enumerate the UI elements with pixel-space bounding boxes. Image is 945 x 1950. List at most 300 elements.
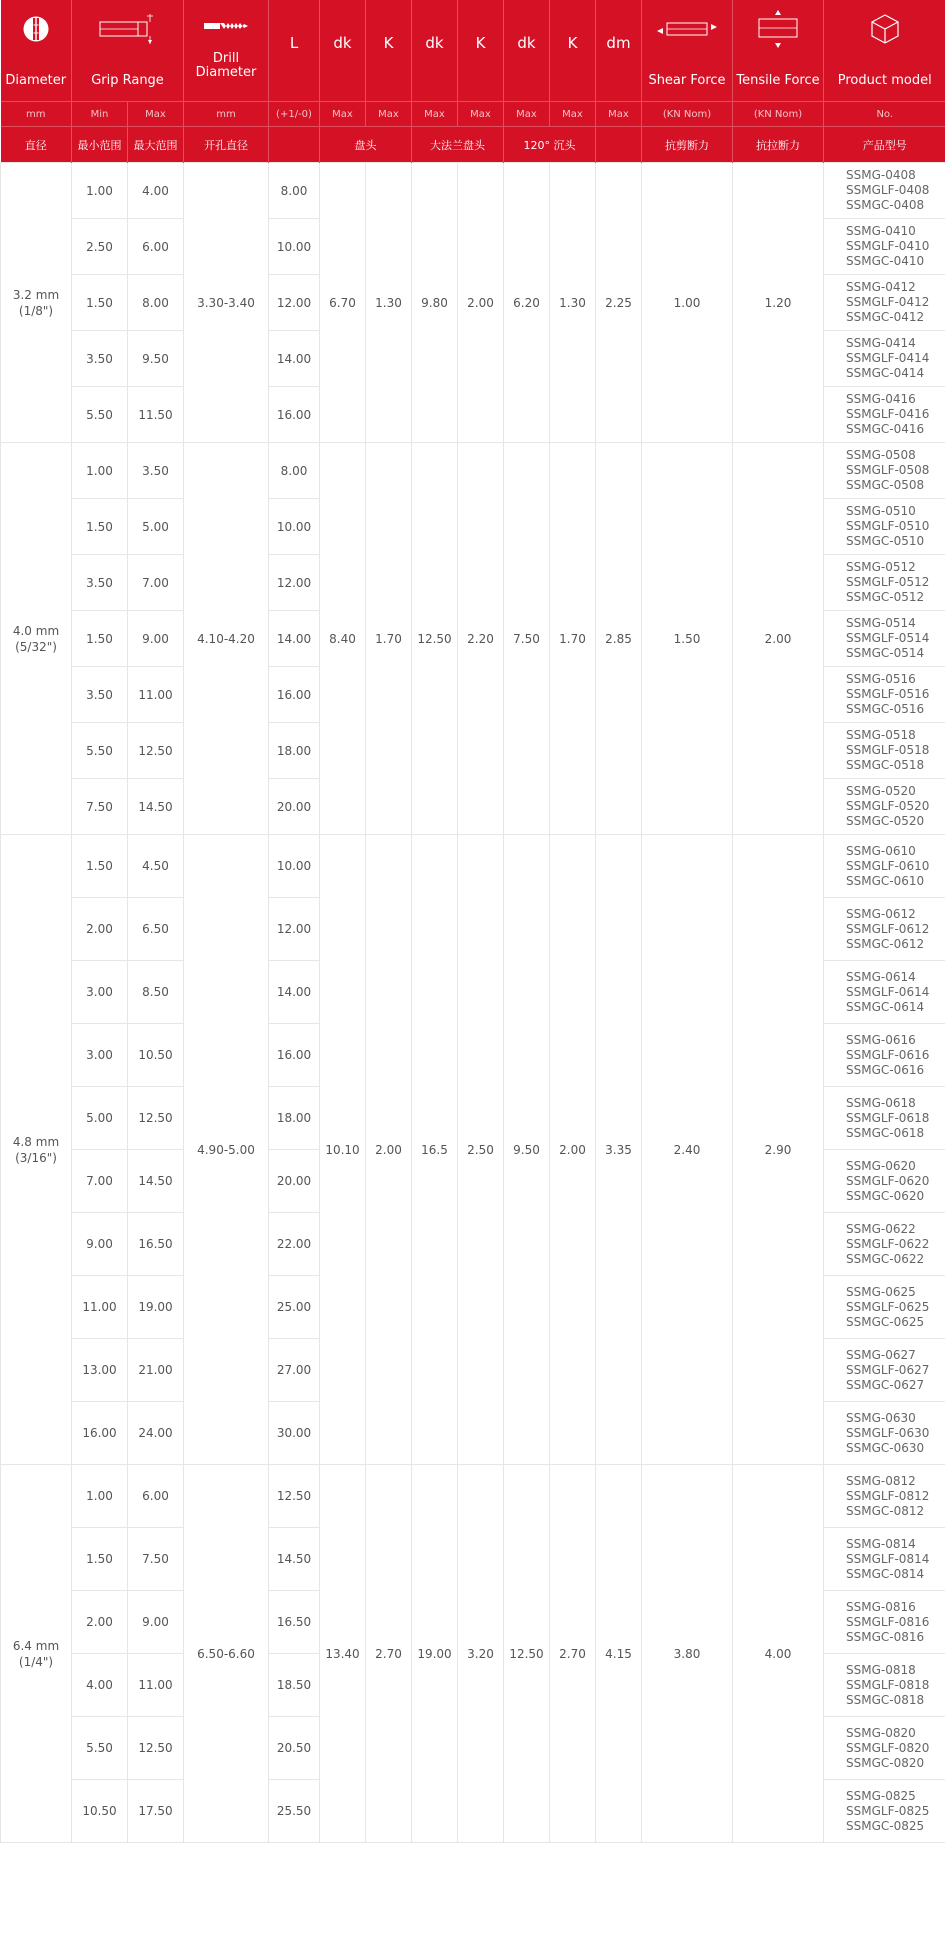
cell-length: 12.00 (269, 275, 320, 331)
cell-grip-max: 3.50 (128, 443, 184, 499)
cell-product-model (824, 667, 945, 723)
cell-csk-k: 1.70 (550, 443, 596, 835)
diameter-label: Diameter (5, 73, 67, 88)
cell-grip-min: 3.50 (72, 555, 128, 611)
cell-dome-dk: 13.40 (320, 1465, 366, 1843)
diameter-inch: (1/4") (18, 1654, 54, 1669)
unit-grip-min: Min (72, 102, 128, 127)
cell-product-model (824, 387, 945, 443)
cell-csk-dk: 12.50 (504, 1465, 550, 1843)
header-csk-k: K (550, 0, 596, 102)
cell-product-model (824, 1717, 945, 1780)
cell-dome-dk: 8.40 (320, 443, 366, 835)
shear-force-icon (656, 19, 718, 39)
cell-grip-min: 1.50 (72, 611, 128, 667)
model-number: SSMGC-0616 (846, 1062, 925, 1077)
cell-product-model (824, 1528, 945, 1591)
table-row (1, 163, 945, 219)
model-number: SSMG-0825 (846, 1788, 916, 1803)
cell-product-model (824, 835, 945, 898)
cell-product-model (824, 898, 945, 961)
model-number: SSMGC-0627 (846, 1377, 925, 1392)
cell-length: 14.50 (269, 1528, 320, 1591)
cn-length (269, 127, 320, 163)
cell-flange-k: 2.20 (458, 443, 504, 835)
cell-product-model (824, 1087, 945, 1150)
cell-length: 20.00 (269, 1150, 320, 1213)
cell-product-model (824, 219, 945, 275)
cell-dome-dk: 10.10 (320, 835, 366, 1465)
cell-length: 16.00 (269, 387, 320, 443)
model-number: SSMG-0610 (846, 843, 916, 858)
model-number: SSMG-0518 (846, 728, 916, 742)
cell-length: 16.00 (269, 667, 320, 723)
unit-dome-k: Max (366, 102, 412, 127)
model-number: SSMGLF-0816 (846, 1614, 930, 1629)
diameter-inch: (5/32") (15, 639, 57, 654)
cn-grip-max: 最大范围 (128, 127, 184, 163)
unit-length: (+1/-0) (269, 102, 320, 127)
cell-grip-min: 7.00 (72, 1150, 128, 1213)
diameter-inch: (1/8") (18, 303, 54, 318)
model-number: SSMG-0612 (846, 906, 916, 921)
model-number: SSMG-0408 (846, 168, 916, 182)
cell-product-model (824, 723, 945, 779)
unit-csk-dk: Max (504, 102, 550, 127)
diameter-metric: 4.0 mm (12, 623, 60, 638)
unit-drill: mm (184, 102, 269, 127)
cell-grip-min: 5.50 (72, 387, 128, 443)
model-number: SSMGLF-0514 (846, 631, 930, 645)
cell-grip-max: 7.00 (128, 555, 184, 611)
model-number: SSMGLF-0410 (846, 239, 930, 253)
cell-diameter (1, 163, 72, 443)
cell-product-model (824, 163, 945, 219)
cell-length: 20.50 (269, 1717, 320, 1780)
cell-grip-min: 16.00 (72, 1402, 128, 1465)
cell-flange-k: 3.20 (458, 1465, 504, 1843)
cell-grip-max: 24.00 (128, 1402, 184, 1465)
cell-grip-min: 13.00 (72, 1339, 128, 1402)
cell-grip-min: 1.50 (72, 275, 128, 331)
model-number: SSMGLF-0627 (846, 1362, 930, 1377)
cell-length: 18.00 (269, 1087, 320, 1150)
model-number: SSMGC-0818 (846, 1692, 925, 1707)
cell-product-model (824, 779, 945, 835)
cell-product-model (824, 1780, 945, 1843)
cell-grip-max: 6.50 (128, 898, 184, 961)
model-number: SSMG-0620 (846, 1158, 916, 1173)
cell-grip-max: 19.00 (128, 1276, 184, 1339)
cell-grip-max: 9.50 (128, 331, 184, 387)
model-number: SSMGLF-0414 (846, 351, 930, 365)
diameter-metric: 3.2 mm (12, 287, 60, 302)
cell-grip-max: 17.50 (128, 1780, 184, 1843)
drill-label-line2: Diameter (195, 65, 257, 80)
model-number: SSMG-0412 (846, 280, 916, 294)
cell-length: 20.00 (269, 779, 320, 835)
cell-flange-dk: 9.80 (412, 163, 458, 443)
cell-product-model (824, 331, 945, 387)
unit-diameter: mm (1, 102, 72, 127)
cell-product-model (824, 1213, 945, 1276)
model-number: SSMGLF-0618 (846, 1110, 930, 1125)
model-number: SSMGC-0622 (846, 1251, 925, 1266)
header-csk-dk: dk (504, 0, 550, 102)
cell-csk-dk: 9.50 (504, 835, 550, 1465)
model-number: SSMGLF-0412 (846, 295, 930, 309)
cell-drill-diameter: 4.10-4.20 (184, 443, 269, 835)
cell-grip-min: 1.00 (72, 1465, 128, 1528)
cell-length: 18.50 (269, 1654, 320, 1717)
cell-csk-dk: 7.50 (504, 443, 550, 835)
model-number: SSMG-0625 (846, 1284, 916, 1299)
cell-dm: 3.35 (596, 835, 642, 1465)
model-number: SSMGLF-0630 (846, 1425, 930, 1440)
rivet-cross-section-icon (22, 15, 50, 43)
cell-length: 12.50 (269, 1465, 320, 1528)
model-number: SSMG-0508 (846, 448, 916, 462)
unit-grip-max: Max (128, 102, 184, 127)
cell-flange-dk: 12.50 (412, 443, 458, 835)
cell-length: 10.00 (269, 499, 320, 555)
header-grip-range (72, 0, 184, 102)
cell-grip-min: 7.50 (72, 779, 128, 835)
model-number: SSMGC-0416 (846, 422, 925, 436)
cell-drill-diameter: 6.50-6.60 (184, 1465, 269, 1843)
model-number: SSMGC-0512 (846, 590, 925, 604)
header-shear-force (642, 0, 733, 102)
cell-grip-min: 3.50 (72, 667, 128, 723)
cell-dome-k: 2.00 (366, 835, 412, 1465)
cell-grip-min: 10.50 (72, 1780, 128, 1843)
cell-tensile-force: 2.90 (733, 835, 824, 1465)
cell-grip-max: 6.00 (128, 219, 184, 275)
header-dome-k: K (366, 0, 412, 102)
cell-grip-min: 11.00 (72, 1276, 128, 1339)
model-number: SSMGLF-0814 (846, 1551, 930, 1566)
header-row (1, 0, 945, 102)
cell-length: 25.50 (269, 1780, 320, 1843)
unit-flange-dk: Max (412, 102, 458, 127)
cube-icon (870, 13, 900, 45)
cell-product-model (824, 1276, 945, 1339)
cell-grip-max: 21.00 (128, 1339, 184, 1402)
cell-grip-max: 16.50 (128, 1213, 184, 1276)
model-number: SSMG-0820 (846, 1725, 916, 1740)
cell-shear-force: 1.50 (642, 443, 733, 835)
model-number: SSMGC-0510 (846, 534, 925, 548)
cell-grip-min: 4.00 (72, 1654, 128, 1717)
cell-grip-min: 3.00 (72, 1024, 128, 1087)
model-number: SSMGC-0812 (846, 1503, 925, 1518)
model-number: SSMG-0630 (846, 1410, 916, 1425)
model-number: SSMGC-0618 (846, 1125, 925, 1140)
cell-grip-min: 3.00 (72, 961, 128, 1024)
model-number: SSMGLF-0416 (846, 407, 930, 421)
cell-csk-k: 2.70 (550, 1465, 596, 1843)
spec-table-body (1, 163, 945, 1843)
model-number: SSMG-0818 (846, 1662, 916, 1677)
model-number: SSMGC-0516 (846, 702, 925, 716)
model-number: SSMGLF-0512 (846, 575, 930, 589)
diameter-metric: 6.4 mm (12, 1638, 60, 1653)
unit-tensile: (KN Nom) (733, 102, 824, 127)
cn-diameter: 直径 (1, 127, 72, 163)
model-number: SSMGC-0625 (846, 1314, 925, 1329)
cell-drill-diameter: 4.90-5.00 (184, 835, 269, 1465)
model-number: SSMGC-0620 (846, 1188, 925, 1203)
cell-length: 12.00 (269, 555, 320, 611)
cn-grip-min: 最小范围 (72, 127, 128, 163)
cell-dm: 4.15 (596, 1465, 642, 1843)
cell-grip-max: 10.50 (128, 1024, 184, 1087)
cell-tensile-force: 1.20 (733, 163, 824, 443)
header-dm: dm (596, 0, 642, 102)
model-number: SSMG-0812 (846, 1473, 916, 1488)
cell-grip-max: 11.00 (128, 1654, 184, 1717)
units-row (1, 102, 945, 127)
cell-dome-dk: 6.70 (320, 163, 366, 443)
model-number: SSMGC-0518 (846, 758, 925, 772)
unit-csk-k: Max (550, 102, 596, 127)
table-row (1, 1465, 945, 1528)
header-flange-k: K (458, 0, 504, 102)
cell-diameter (1, 835, 72, 1465)
cn-countersunk-head: 120° 沉头 (504, 127, 596, 163)
model-number: SSMGC-0814 (846, 1566, 925, 1581)
cell-grip-min: 9.00 (72, 1213, 128, 1276)
cell-grip-min: 5.50 (72, 1717, 128, 1780)
cell-length: 22.00 (269, 1213, 320, 1276)
cell-length: 8.00 (269, 163, 320, 219)
cell-grip-max: 12.50 (128, 1717, 184, 1780)
cell-product-model (824, 1654, 945, 1717)
header-diameter (1, 0, 72, 102)
cell-product-model (824, 443, 945, 499)
model-number: SSMGC-0816 (846, 1629, 925, 1644)
model-number: SSMGLF-0625 (846, 1299, 930, 1314)
cell-grip-max: 6.00 (128, 1465, 184, 1528)
header-drill-diameter (184, 0, 269, 102)
shear-force-label: Shear Force (648, 73, 726, 88)
cell-shear-force: 3.80 (642, 1465, 733, 1843)
cell-tensile-force: 4.00 (733, 1465, 824, 1843)
drill-bit-icon (203, 20, 249, 32)
cell-shear-force: 1.00 (642, 163, 733, 443)
cell-grip-min: 2.50 (72, 219, 128, 275)
model-number: SSMG-0516 (846, 672, 916, 686)
model-number: SSMGC-0408 (846, 198, 925, 212)
cell-grip-max: 8.00 (128, 275, 184, 331)
cn-dome-head: 盘头 (320, 127, 412, 163)
model-number: SSMG-0416 (846, 392, 916, 406)
model-number: SSMGLF-0622 (846, 1236, 930, 1251)
cell-flange-dk: 19.00 (412, 1465, 458, 1843)
cell-product-model (824, 1402, 945, 1465)
table-row (1, 835, 945, 898)
model-number: SSMG-0814 (846, 1536, 916, 1551)
model-number: SSMGC-0520 (846, 814, 925, 828)
cell-grip-max: 8.50 (128, 961, 184, 1024)
cell-grip-min: 1.00 (72, 163, 128, 219)
cell-product-model (824, 611, 945, 667)
cell-diameter (1, 443, 72, 835)
cell-flange-k: 2.50 (458, 835, 504, 1465)
cell-grip-max: 12.50 (128, 1087, 184, 1150)
model-number: SSMGC-0825 (846, 1818, 925, 1833)
cell-dome-k: 2.70 (366, 1465, 412, 1843)
unit-shear: (KN Nom) (642, 102, 733, 127)
cell-grip-min: 2.00 (72, 898, 128, 961)
model-number: SSMGLF-0820 (846, 1740, 930, 1755)
cell-length: 8.00 (269, 443, 320, 499)
cell-length: 10.00 (269, 835, 320, 898)
cell-dome-k: 1.70 (366, 443, 412, 835)
cell-csk-dk: 6.20 (504, 163, 550, 443)
diameter-metric: 4.8 mm (12, 1134, 60, 1149)
cell-tensile-force: 2.00 (733, 443, 824, 835)
cell-grip-max: 4.00 (128, 163, 184, 219)
unit-dm: Max (596, 102, 642, 127)
model-number: SSMGC-0612 (846, 936, 925, 951)
cell-dm: 2.85 (596, 443, 642, 835)
cell-shear-force: 2.40 (642, 835, 733, 1465)
model-number: SSMG-0510 (846, 504, 916, 518)
unit-flange-k: Max (458, 102, 504, 127)
model-number: SSMGC-0820 (846, 1755, 925, 1770)
cell-product-model (824, 275, 945, 331)
product-model-label: Product model (837, 73, 932, 88)
model-number: SSMGLF-0616 (846, 1047, 930, 1062)
cell-csk-k: 2.00 (550, 835, 596, 1465)
header-tensile-force (733, 0, 824, 102)
cell-grip-max: 9.00 (128, 611, 184, 667)
unit-model: No. (824, 102, 945, 127)
cell-dm: 2.25 (596, 163, 642, 443)
cell-grip-max: 14.50 (128, 1150, 184, 1213)
cell-grip-max: 11.50 (128, 387, 184, 443)
model-number: SSMGLF-0408 (846, 183, 930, 197)
header-flange-dk: dk (412, 0, 458, 102)
cn-dm (596, 127, 642, 163)
cell-grip-max: 14.50 (128, 779, 184, 835)
model-number: SSMGC-0412 (846, 310, 925, 324)
cell-product-model (824, 555, 945, 611)
unit-dome-dk: Max (320, 102, 366, 127)
cell-diameter (1, 1465, 72, 1843)
table-row (1, 443, 945, 499)
cell-grip-min: 1.00 (72, 443, 128, 499)
model-number: SSMG-0520 (846, 784, 916, 798)
header-dome-dk: dk (320, 0, 366, 102)
model-number: SSMG-0512 (846, 560, 916, 574)
model-number: SSMGC-0514 (846, 646, 925, 660)
cell-length: 30.00 (269, 1402, 320, 1465)
cell-length: 25.00 (269, 1276, 320, 1339)
cell-grip-max: 12.50 (128, 723, 184, 779)
model-number: SSMG-0816 (846, 1599, 916, 1614)
cell-grip-min: 2.00 (72, 1591, 128, 1654)
cell-length: 16.50 (269, 1591, 320, 1654)
cell-grip-max: 11.00 (128, 667, 184, 723)
model-number: SSMGLF-0510 (846, 519, 930, 533)
chinese-label-row (1, 127, 945, 163)
cn-drill: 开孔直径 (184, 127, 269, 163)
model-number: SSMG-0622 (846, 1221, 916, 1236)
tensile-force-icon (756, 9, 800, 49)
cell-csk-k: 1.30 (550, 163, 596, 443)
cell-drill-diameter: 3.30-3.40 (184, 163, 269, 443)
cell-flange-k: 2.00 (458, 163, 504, 443)
cell-grip-max: 5.00 (128, 499, 184, 555)
model-number: SSMGLF-0516 (846, 687, 930, 701)
header-product-model (824, 0, 945, 102)
model-number: SSMGLF-0520 (846, 799, 930, 813)
grip-range-icon (98, 11, 158, 47)
cn-flange-head: 大法兰盘头 (412, 127, 504, 163)
cell-length: 14.00 (269, 961, 320, 1024)
model-number: SSMG-0614 (846, 969, 916, 984)
cell-length: 14.00 (269, 331, 320, 387)
cell-product-model (824, 1591, 945, 1654)
model-number: SSMGC-0610 (846, 873, 925, 888)
cell-product-model (824, 961, 945, 1024)
model-number: SSMGLF-0812 (846, 1488, 930, 1503)
cell-grip-min: 3.50 (72, 331, 128, 387)
cell-product-model (824, 1465, 945, 1528)
cell-product-model (824, 1339, 945, 1402)
cell-length: 18.00 (269, 723, 320, 779)
cell-grip-min: 1.50 (72, 1528, 128, 1591)
model-number: SSMG-0514 (846, 616, 916, 630)
cell-length: 16.00 (269, 1024, 320, 1087)
model-number: SSMGC-0630 (846, 1440, 925, 1455)
model-number: SSMGC-0508 (846, 478, 925, 492)
model-number: SSMGLF-0620 (846, 1173, 930, 1188)
model-number: SSMG-0616 (846, 1032, 916, 1047)
cell-length: 27.00 (269, 1339, 320, 1402)
model-number: SSMGLF-0818 (846, 1677, 930, 1692)
model-number: SSMGC-0410 (846, 254, 925, 268)
cell-grip-max: 9.00 (128, 1591, 184, 1654)
cell-product-model (824, 1150, 945, 1213)
cell-grip-max: 7.50 (128, 1528, 184, 1591)
grip-range-label: Grip Range (91, 73, 164, 88)
tensile-force-label: Tensile Force (736, 73, 820, 88)
cell-grip-min: 1.50 (72, 499, 128, 555)
cell-dome-k: 1.30 (366, 163, 412, 443)
cn-model: 产品型号 (824, 127, 945, 163)
model-number: SSMG-0627 (846, 1347, 916, 1362)
model-number: SSMG-0414 (846, 336, 916, 350)
cell-grip-max: 4.50 (128, 835, 184, 898)
cell-grip-min: 1.50 (72, 835, 128, 898)
cn-shear: 抗剪断力 (642, 127, 733, 163)
drill-label-line1: Drill (212, 51, 240, 66)
model-number: SSMGLF-0825 (846, 1803, 930, 1818)
model-number: SSMG-0618 (846, 1095, 916, 1110)
model-number: SSMGLF-0614 (846, 984, 930, 999)
cell-grip-min: 5.50 (72, 723, 128, 779)
model-number: SSMGC-0614 (846, 999, 925, 1014)
diameter-inch: (3/16") (15, 1150, 57, 1165)
model-number: SSMGLF-0612 (846, 921, 930, 936)
model-number: SSMGLF-0508 (846, 463, 930, 477)
model-number: SSMG-0410 (846, 224, 916, 238)
model-number: SSMGLF-0518 (846, 743, 930, 757)
model-number: SSMGC-0414 (846, 366, 925, 380)
